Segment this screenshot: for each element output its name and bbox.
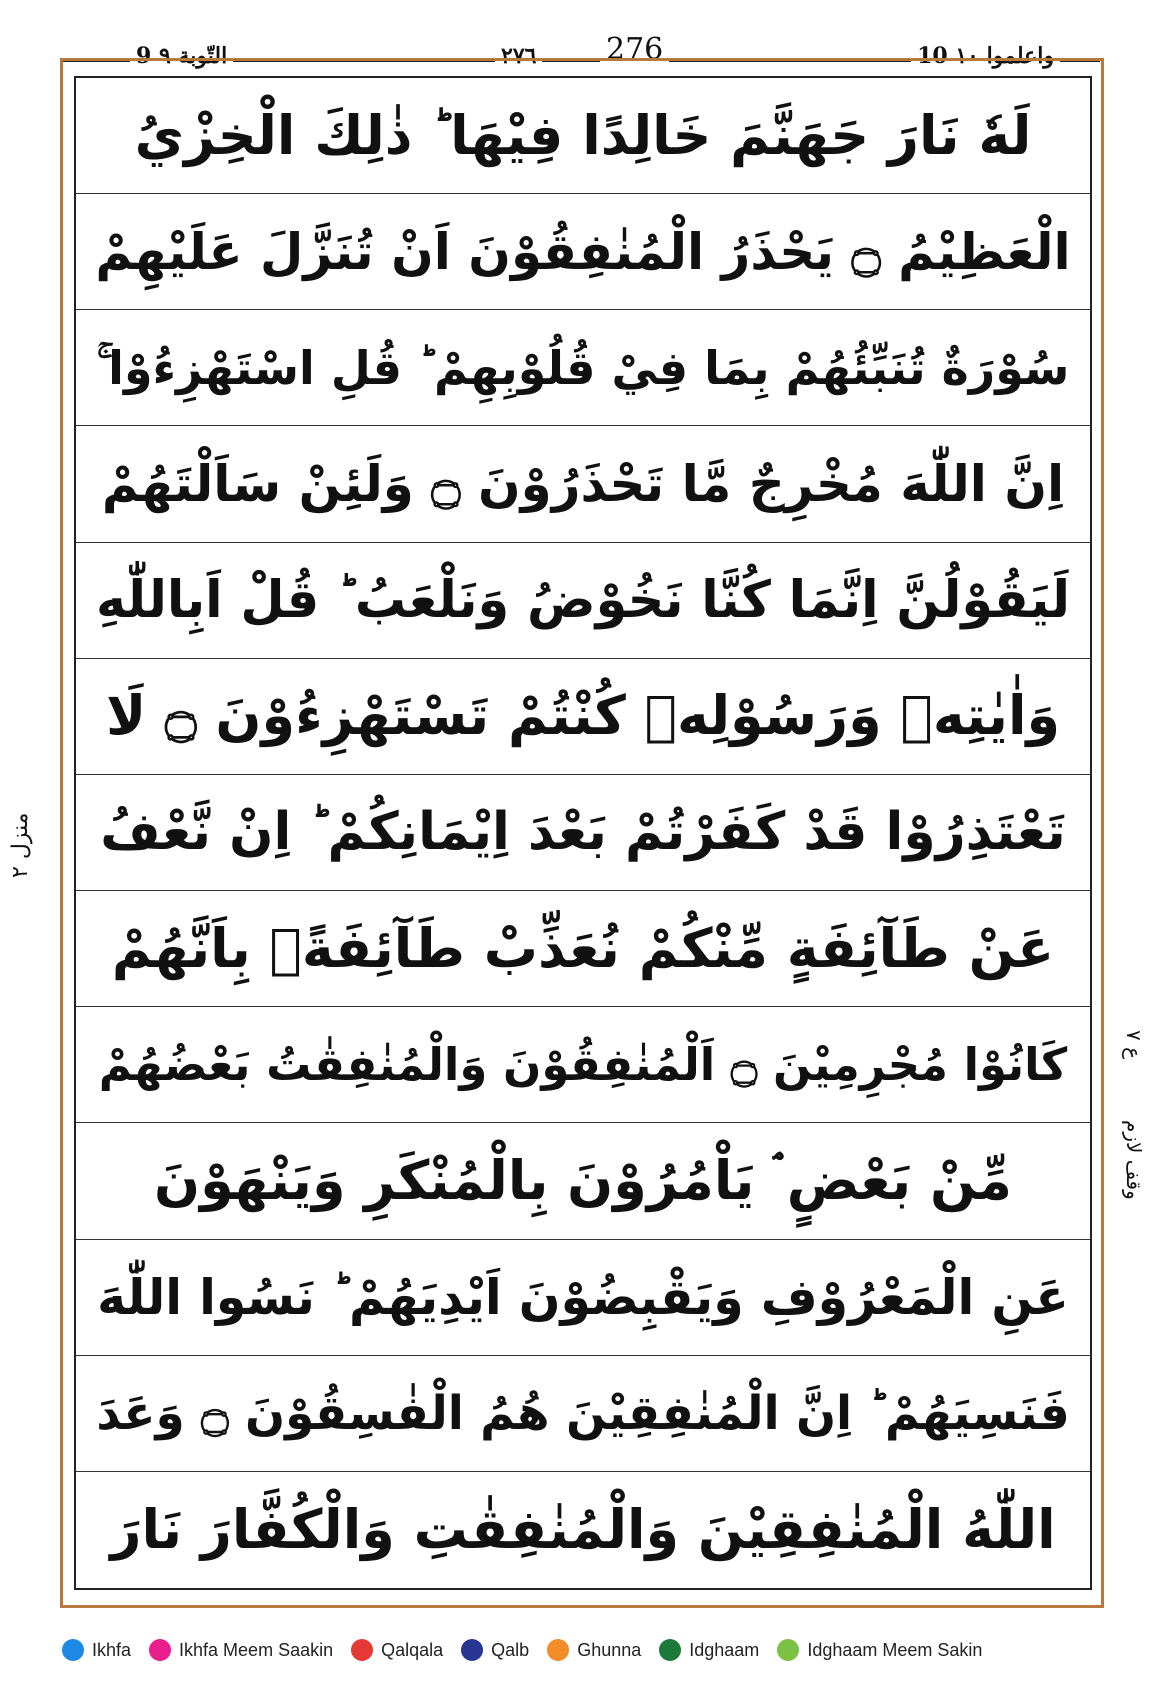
legend-item	[461, 1639, 529, 1661]
waqf-marker: وقف لازم	[1122, 1120, 1146, 1200]
text-line	[76, 1240, 1090, 1356]
manzil-marker: منزل ٢	[8, 812, 33, 878]
legend-color-dot	[777, 1639, 799, 1661]
legend-color-dot	[659, 1639, 681, 1661]
legend-label: Ikhfa	[92, 1639, 132, 1660]
line-text: فَنَسِيَهُمْ ؕ اِنَّ الْمُنٰفِقِيْنَ هُمُ الْفٰسِقُوْنَ ۝ وَعَدَ	[96, 1385, 1070, 1441]
text-line	[76, 891, 1090, 1007]
line-text: عَنْ طَآئِفَةٍ مِّنْكُمْ نُعَذِّبْ طَآئِفَةًۢ بِاَنَّهُمْ	[111, 916, 1055, 980]
line-text: سُوْرَةٌ تُنَبِّئُهُمْ بِمَا فِيْ قُلُوْبِهِمْ ؕ قُلِ اسْتَهْزِءُوْا ۚ	[96, 340, 1070, 395]
legend-label: Idghaam Meem Sakin	[807, 1639, 983, 1660]
text-line	[76, 194, 1090, 310]
legend-label: Ghunna	[577, 1639, 642, 1660]
surah-name: 9 التّوبة ٩	[130, 42, 233, 70]
line-text: اللّٰهُ الْمُنٰفِقِيْنَ وَالْمُنٰفِقٰتِ وَالْكُفَّارَ نَارَ	[110, 1497, 1056, 1561]
legend-item	[659, 1639, 759, 1661]
line-text: لَيَقُوْلُنَّ اِنَّمَا كُنَّا نَخُوْضُ وَنَلْعَبُ ؕ قُلْ اَبِاللّٰهِ	[95, 570, 1071, 630]
page-frame	[74, 76, 1092, 1590]
legend-color-dot	[149, 1639, 171, 1661]
line-text: مِّنْ بَعْضٍ ۘ يَاْمُرُوْنَ بِالْمُنْكَرِ وَيَنْهَوْنَ	[154, 1148, 1012, 1212]
line-text: تَعْتَذِرُوْا قَدْ كَفَرْتُمْ بَعْدَ اِيْمَانِكُمْ ؕ اِنْ نَّعْفُ	[100, 802, 1066, 863]
page-number-arabic: ٢٧٦	[495, 42, 542, 70]
text-line	[76, 78, 1090, 194]
line-text: لَهٗ نَارَ جَهَنَّمَ خَالِدًا فِيْهَا ؕ ذٰلِكَ الْخِزْيُ	[134, 103, 1032, 167]
tajweed-legend	[62, 1630, 1122, 1670]
legend-item	[149, 1639, 333, 1661]
legend-label: Ikhfa Meem Saakin	[179, 1639, 334, 1660]
legend-item	[351, 1639, 443, 1661]
line-text: الْعَظِيْمُ ۝ يَحْذَرُ الْمُنٰفِقُوْنَ اَنْ تُنَزَّلَ عَلَيْهِمْ	[95, 222, 1071, 281]
legend-color-dot	[351, 1639, 373, 1661]
text-line	[76, 1007, 1090, 1123]
line-text: كَانُوْا مُجْرِمِيْنَ ۝ اَلْمُنٰفِقُوْنَ وَالْمُنٰفِقٰتُ بَعْضُهُمْ	[98, 1038, 1068, 1092]
text-line	[76, 426, 1090, 542]
text-line	[76, 543, 1090, 659]
legend-color-dot	[461, 1639, 483, 1661]
juz-name: 10 واعلموا ١٠	[911, 42, 1060, 70]
legend-label: Idghaam	[689, 1639, 760, 1660]
text-line	[76, 659, 1090, 775]
legend-color-dot	[547, 1639, 569, 1661]
line-text: وَاٰيٰتِهٖ وَرَسُوْلِهٖ كُنْتُمْ تَسْتَهْزِءُوْنَ ۝ لَا	[105, 684, 1061, 748]
legend-label: Qalb	[491, 1639, 530, 1660]
legend-color-dot	[62, 1639, 84, 1661]
legend-item	[62, 1639, 131, 1661]
ruku-marker: ع ٧	[1122, 1030, 1146, 1060]
text-line	[76, 775, 1090, 891]
legend-label: Qalqala	[381, 1639, 444, 1660]
text-line	[76, 1472, 1090, 1588]
text-line	[76, 310, 1090, 426]
line-text: عَنِ الْمَعْرُوْفِ وَيَقْبِضُوْنَ اَيْدِيَهُمْ ؕ نَسُوا اللّٰهَ	[97, 1268, 1069, 1326]
page-number: 276	[600, 36, 669, 64]
legend-item	[547, 1639, 641, 1661]
text-line	[76, 1123, 1090, 1239]
line-text: اِنَّ اللّٰهَ مُخْرِجٌ مَّا تَحْذَرُوْنَ ۝ وَلَئِنْ سَاَلْتَهُمْ	[101, 455, 1065, 514]
text-line	[76, 1356, 1090, 1472]
text-lines	[76, 78, 1090, 1588]
legend-item	[777, 1639, 982, 1661]
